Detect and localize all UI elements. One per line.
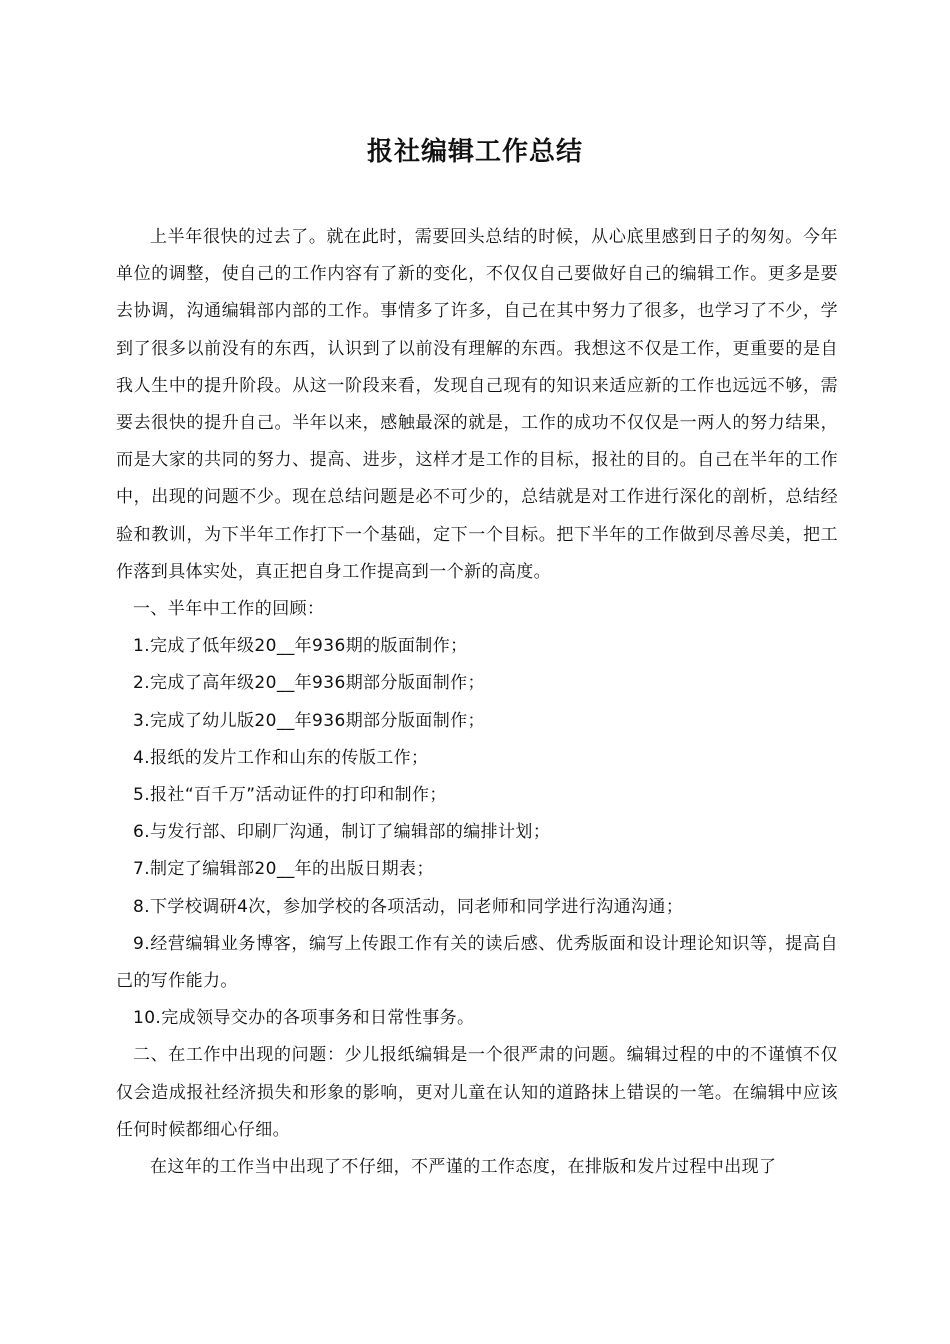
document-title: 报社编辑工作总结 [366,137,583,167]
list-item: 5.报社“百千万”活动证件的打印和制作； [133,785,447,806]
intro-paragraph: 上半年很快的过去了。就在此时，需要回头总结的时候，从心底里感到日子的匆匆。今年单位的调整，使自己的工作内容有了新的变化，不仅仅自己要做好自己的编辑工作。更多是要去协调，沟通编辑部内部的工作。事情多了许多，自己在其中努力了很多，也学习了不少，学到了很多以前没有的东西，认识到了以前没有理解的东西。我想这不仅是工作，更重要的是自我人生中的提升阶段。从这一阶段来看，发现自己现有的知识来适应新的工作也远远不够，需要去很快的提升自己。半年以来，感触最深的就是，工作的成功不仅仅是一两人的努力结果，而是大家的共同的努力、提高、进步，这样才是工作的目标，报社的目的。自己在半年的工作中，出现的问题不少。现在总结问题是必不可少的，总结就是对工作进行深化的剖析，总结经验和教训，为下半年工作打下一个基础，定下一个目标。把下半年的工作做到尽善尽美，把工作落到具体实处，真正把自身工作提高到一个新的高度。 [116,227,838,582]
document-body [116,219,838,1186]
list-item: 10.完成领导交办的各项事务和日常性事务。 [133,1008,475,1029]
list-item: 2.完成了高年级20__年936期部分版面制作； [133,673,485,694]
list-item: 1.完成了低年级20__年936期的版面制作； [133,636,468,657]
list-item: 3.完成了幼儿版20__年936期部分版面制作； [133,710,485,731]
list-item: 9.经营编辑业务博客，编写上传跟工作有关的读后感、优秀版面和设计理论知识等，提高自己的写作能力。 [116,933,838,992]
list-item: 6.与发行部、印刷厂沟通，制订了编辑部的编排计划； [133,822,551,843]
list-item: 8.下学校调研4次，参加学校的各项活动，同老师和同学进行沟通沟通； [133,896,684,917]
list-item: 4.报纸的发片工作和山东的传版工作； [133,747,429,768]
list-item: 7.制定了编辑部20__年的出版日期表； [133,859,434,880]
section-heading-review: 一、半年中工作的回顾： [133,599,325,620]
section-paragraph-problems: 二、在工作中出现的问题：少儿报纸编辑是一个很严肃的问题。编辑过程的中的不谨慎不仅仅会造成报社经济损失和形象的影响，更对儿童在认知的道路抹上错误的一笔。在编辑中应该任何时候都细心仔细。 [116,1045,838,1140]
closing-paragraph: 在这年的工作当中出现了不仔细，不严谨的工作态度，在排版和发片过程中出现了 [150,1157,777,1178]
